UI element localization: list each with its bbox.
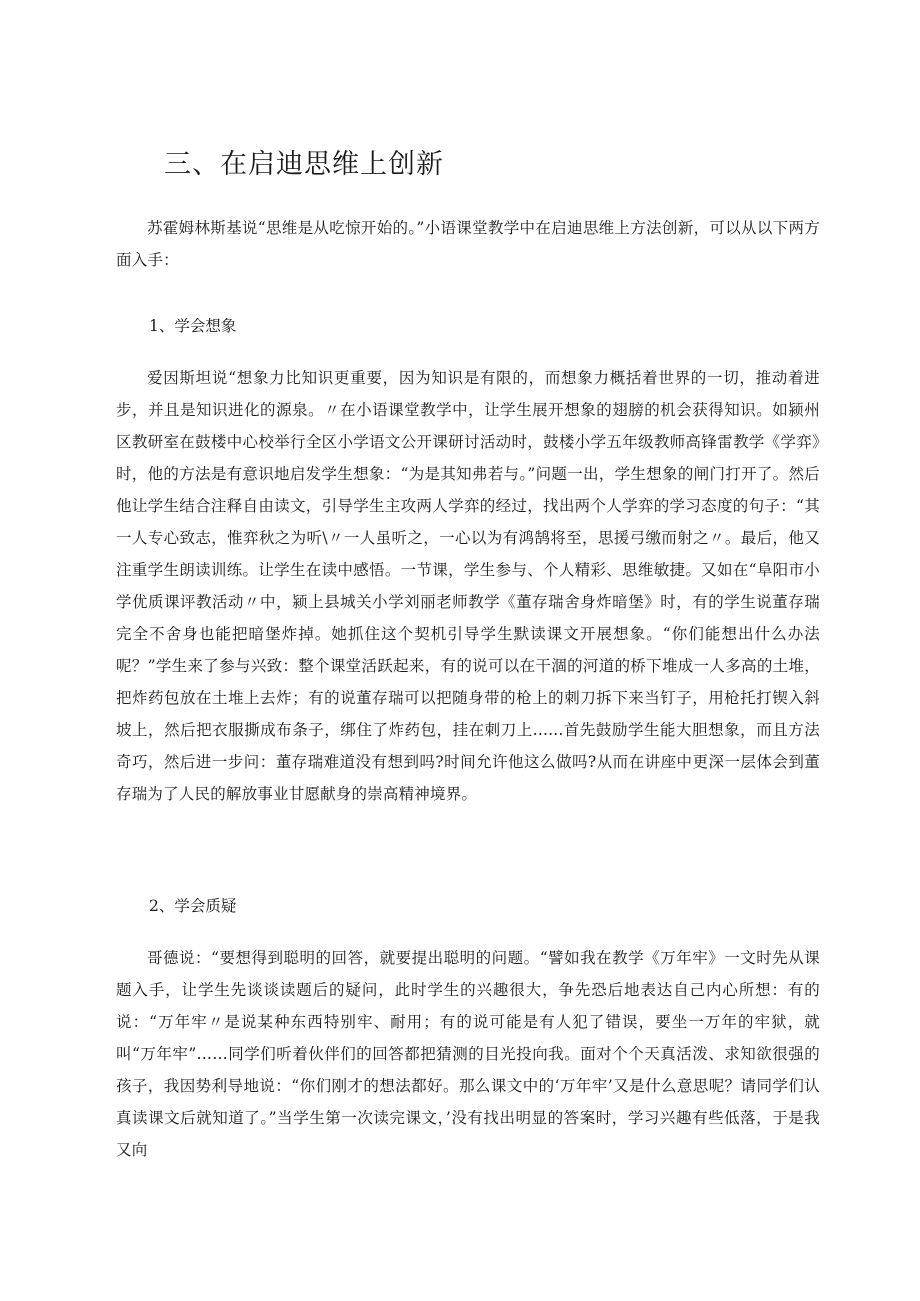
intro-paragraph: 苏霍姆林斯基说“思维是从吃惊开始的。”小语课堂教学中在启迪思维上方法创新，可以从以下两方面入手：	[116, 219, 820, 269]
subsection-heading-imagination: 1、学会想象	[149, 317, 237, 335]
section-title: 三、在启迪思维上创新	[164, 149, 444, 180]
subsection-body-questioning: 哥德说：“要想得到聪明的回答，就要提出聪明的问题。“譬如我在教学《万年牢》一文时先从课题入手，让学生先谈谈读题后的疑问，此时学生的兴趣很大，争先恐后地表达自己内心所想：有的说：“万年牢〃是说某种东西特别牢、耐用；有的说可能是有人犯了错误，要坐一万年的牢狱，就叫“万年牢”……同学们听着伙伴们的回答都把猜测的目光投向我。面对个个天真活泼、求知欲很强的孩子，我因势利导地说：“你们刚才的想法都好。那么课文中的‘万年牢’又是什么意思呢？请同学们认真读课文后就知道了。”当学生第一次读完课文，’没有找出明显的答案时，学习兴趣有些低落，于是我又向	[116, 949, 820, 1159]
subsection-heading-questioning: 2、学会质疑	[149, 897, 237, 915]
subsection-body-imagination: 爱因斯坦说“想象力比知识更重要，因为知识是有限的，而想象力概括着世界的一切，推动着进步，并且是知识进化的源泉。〃在小语课堂教学中，让学生展开想象的翅膀的机会获得知识。如颍州区教研室在鼓楼中心校举行全区小学语文公开课研讨活动时，鼓楼小学五年级教师高锋雷教学《学弈》时，他的方法是有意识地启发学生想象：“为是其知弗若与。”问题一出，学生想象的闸门打开了。然后他让学生结合注释自由读文，引导学生主攻两人学弈的经过，找出两个人学弈的学习态度的句子：“其一人专心致志，惟弈秋之为听\〃一人虽听之，一心以为有鸿鹄将至，思援弓缴而射之〃。最后，他又注重学生朗读训练。让学生在读中感悟。一节课，学生参与、个人精彩、思维敏捷。又如在“阜阳市小学优质课评教活动〃中，颍上县城关小学刘丽老师教学《董存瑞舍身炸暗堡》时，有的学生说董存瑞完全不舍身也能把暗堡炸掉。她抓住这个契机引导学生默读课文开展想象。“你们能想出什么办法呢？”学生来了参与兴致：整个课堂活跃起来，有的说可以在干涸的河道的桥下堆成一人多高的土堆，把炸药包放在土堆上去炸；有的说董存瑞可以把随身带的枪上的刺刀拆下来当钉子，用枪托打锲入斜坡上，然后把衣服撕成布条子，绑住了炸药包，挂在刺刀上......首先鼓励学生能大胆想象，而且方法奇巧，然后进一步问：董存瑞难道没有想到吗?时间允许他这么做吗?从而在讲座中更深一层体会到董存瑞为了人民的解放事业甘愿献身的崇高精神境界。	[116, 369, 820, 803]
